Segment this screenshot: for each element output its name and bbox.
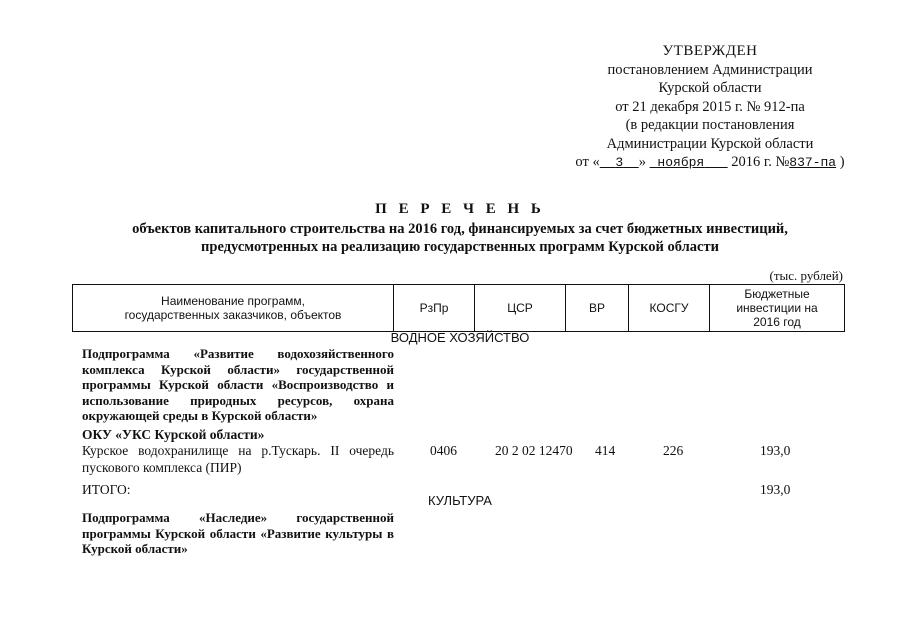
document-heading — [60, 198, 860, 256]
header-csr: ЦСР — [475, 285, 566, 332]
header-kosgu: КОСГУ — [629, 285, 710, 332]
document-title: П Е Р Е Ч Е Н Ь — [375, 201, 545, 217]
amendment-year: 2016 г. № — [731, 154, 790, 170]
date-mid: » — [638, 154, 646, 170]
approval-line: от 21 декабря 2015 г. № 912-па — [615, 98, 805, 115]
document-subtitle-line: предусмотренных на реализацию государственных программ Курской области — [201, 239, 719, 255]
approval-line: Администрации Курской области — [606, 135, 814, 152]
section-title: ВОДНОЕ ХОЗЯЙСТВО — [390, 330, 530, 345]
object-name: Курское водохранилище на р.Тускарь. II очередь пускового комплекса (ПИР) — [82, 443, 394, 475]
document-subtitle-line: объектов капитального строительства на 2016 год, финансируемых за счет бюджетных инвестиций, — [132, 221, 788, 237]
amendment-day: 3 — [615, 155, 624, 170]
approval-title: УТВЕРЖДЕН — [662, 43, 758, 59]
header-name: Наименование программ, государственных заказчиков, объектов — [73, 285, 394, 332]
date-suffix: ) — [839, 154, 845, 170]
object-rzpr: 0406 — [430, 443, 457, 458]
object-csr: 20 2 02 12470 — [495, 443, 573, 458]
total-label: ИТОГО: — [82, 482, 131, 497]
approval-line: (в редакции постановления — [625, 117, 795, 133]
units-note: (тыс. рублей) — [769, 268, 843, 283]
amendment-month: ноября — [657, 155, 705, 170]
approval-line: постановлением Администрации — [607, 61, 813, 78]
header-vr: ВР — [566, 285, 629, 332]
total-amount: 193,0 — [760, 482, 791, 497]
program-description: Подпрограмма «Наследие» государственной программы Курской области «Развитие культуры в Курской области» — [82, 510, 394, 556]
amendment-date-line — [560, 153, 860, 173]
object-vr: 414 — [595, 443, 616, 458]
program-description: Подпрограмма «Развитие водохозяйственного комплекса Курской области» государственной программы Курской области «Воспроизводство и использование природных ресурсов, охрана окружающей среды в Курской области» — [82, 346, 394, 423]
header-rzpr: РзПр — [394, 285, 475, 332]
approval-block — [560, 42, 860, 173]
object-amount: 193,0 — [760, 443, 791, 458]
approval-line: Курской области — [658, 80, 762, 96]
object-kosgu: 226 — [663, 443, 684, 458]
customer-name: ОКУ «УКС Курской области» — [82, 427, 265, 442]
date-prefix: от « — [575, 154, 600, 170]
amendment-number: 837-па — [789, 155, 837, 170]
header-investments: Бюджетные инвестиции на 2016 год — [710, 285, 845, 332]
table-header — [72, 284, 845, 332]
section-title: КУЛЬТУРА — [428, 493, 492, 508]
